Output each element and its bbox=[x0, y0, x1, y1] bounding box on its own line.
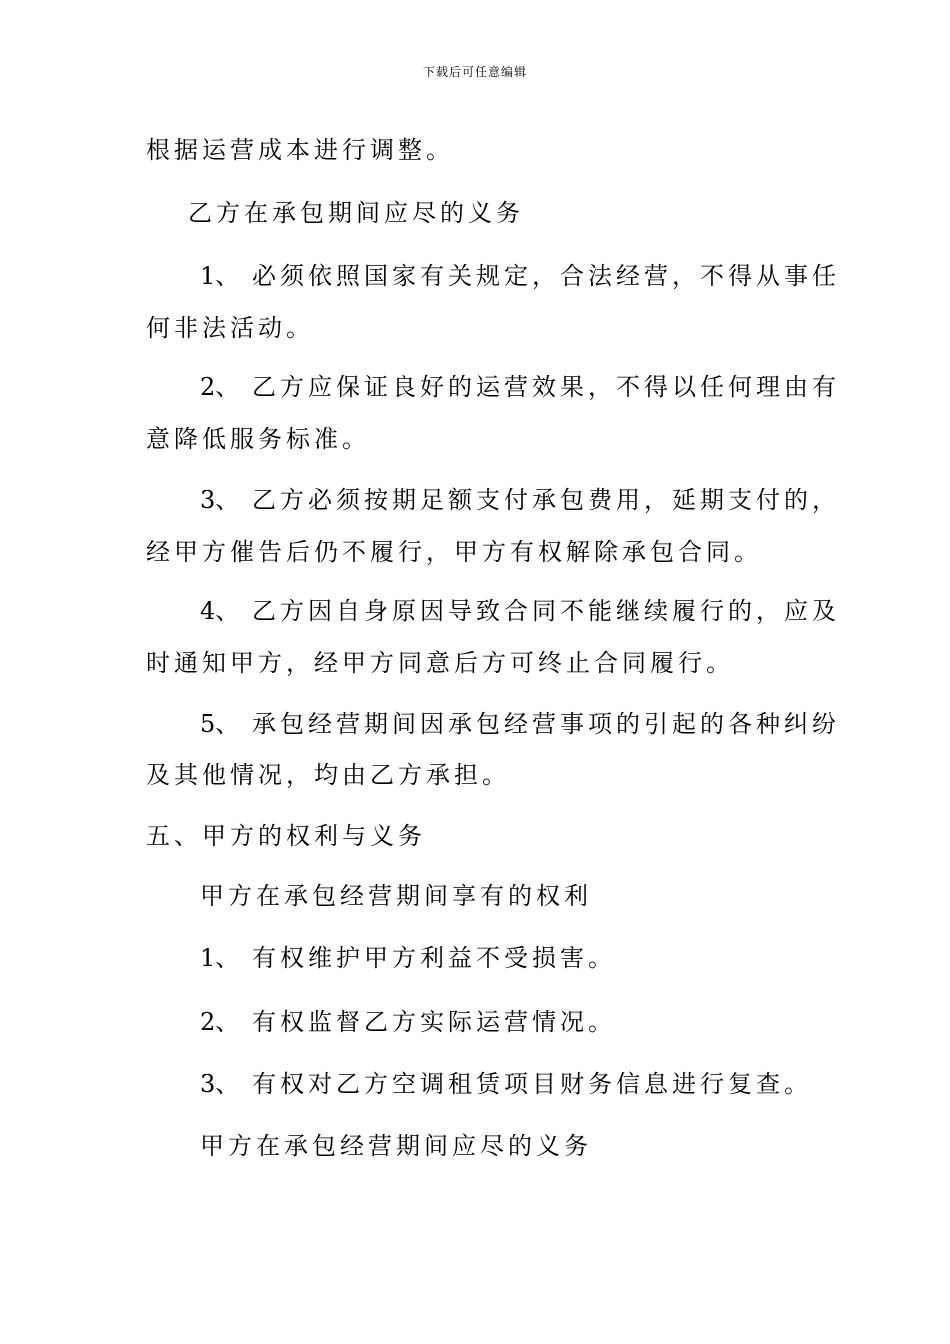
party-a-duties-heading: 甲方在承包经营期间应尽的义务 bbox=[200, 1132, 592, 1160]
item-text: 乙方应保证良好的运营效果，不得以任何理由有 bbox=[252, 373, 840, 401]
duty-item-3 bbox=[200, 484, 840, 516]
item-number: 5、 bbox=[200, 710, 240, 738]
right-item-1 bbox=[200, 942, 616, 974]
item-number: 2、 bbox=[200, 373, 240, 401]
party-a-rights-heading: 甲方在承包经营期间享有的权利 bbox=[200, 882, 592, 910]
duty-item-3-continued: 经甲方催告后仍不履行，甲方有权解除承包合同。 bbox=[146, 538, 762, 566]
item-number: 1、 bbox=[200, 944, 240, 972]
right-item-3 bbox=[200, 1068, 812, 1100]
item-text: 有权对乙方空调租赁项目财务信息进行复查。 bbox=[252, 1070, 812, 1098]
right-item-2 bbox=[200, 1006, 616, 1038]
item-number: 3、 bbox=[200, 486, 240, 514]
duty-item-1 bbox=[200, 260, 840, 292]
duty-item-2 bbox=[200, 371, 840, 403]
paragraph-cost-adjustment: 根据运营成本进行调整。 bbox=[146, 136, 454, 164]
item-number: 3、 bbox=[200, 1070, 240, 1098]
item-number: 4、 bbox=[200, 597, 240, 625]
duty-item-4-continued: 时通知甲方，经甲方同意后方可终止合同履行。 bbox=[146, 649, 734, 677]
item-text: 有权维护甲方利益不受损害。 bbox=[252, 944, 616, 972]
duty-item-1-continued: 何非法活动。 bbox=[146, 314, 314, 342]
item-text: 必须依照国家有关规定，合法经营，不得从事任 bbox=[252, 262, 840, 290]
item-text: 乙方因自身原因导致合同不能继续履行的，应及 bbox=[252, 597, 840, 625]
duty-item-4 bbox=[200, 595, 840, 627]
item-number: 2、 bbox=[200, 1008, 240, 1036]
item-text: 乙方必须按期足额支付承包费用，延期支付的， bbox=[252, 486, 840, 514]
party-b-duties-heading: 乙方在承包期间应尽的义务 bbox=[188, 199, 524, 227]
page-header-note: 下载后可任意编辑 bbox=[422, 65, 527, 79]
item-text: 有权监督乙方实际运营情况。 bbox=[252, 1008, 616, 1036]
section-five-title: 五、甲方的权利与义务 bbox=[146, 822, 426, 850]
duty-item-5 bbox=[200, 708, 840, 740]
item-number: 1、 bbox=[200, 262, 240, 290]
duty-item-2-continued: 意降低服务标准。 bbox=[146, 425, 370, 453]
item-text: 承包经营期间因承包经营事项的引起的各种纠纷 bbox=[252, 710, 840, 738]
duty-item-5-continued: 及其他情况，均由乙方承担。 bbox=[146, 761, 510, 789]
